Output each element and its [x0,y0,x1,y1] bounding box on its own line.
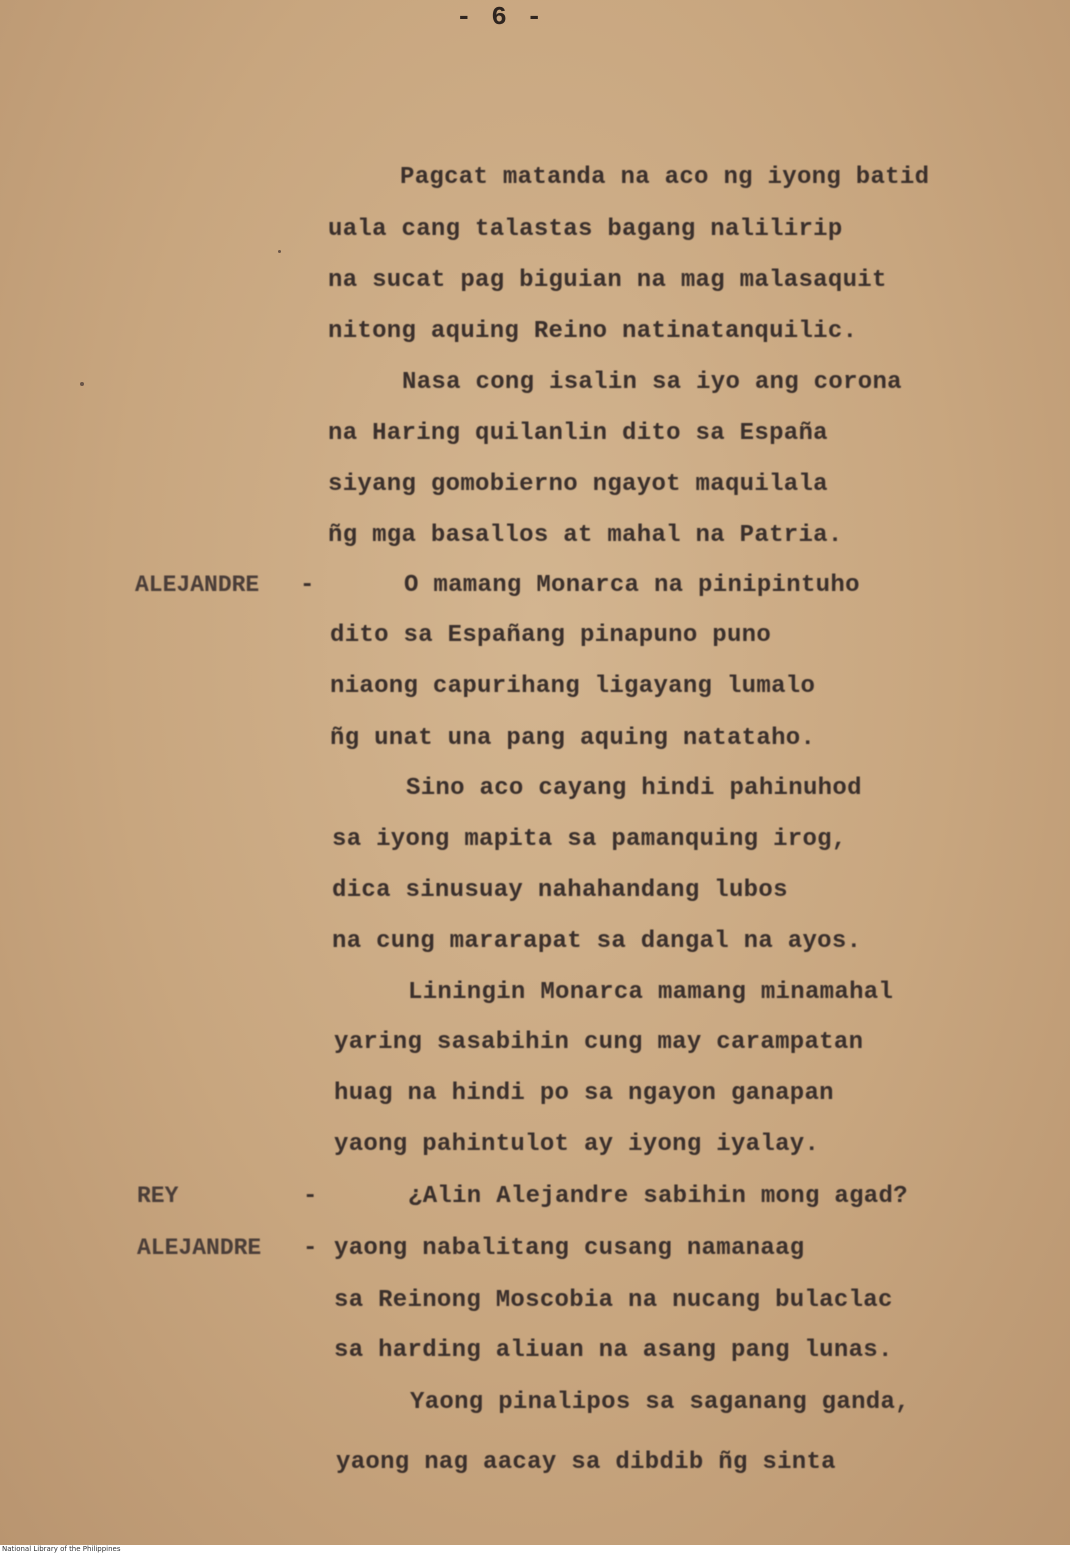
verse-line: sa Reinong Moscobia na nucang bulaclac [334,1287,893,1314]
verse-line: uala cang talastas bagang nalilirip [328,216,843,243]
verse-line: Sino aco cayang hindi pahinuhod [406,775,862,802]
verse-line: ¿Alin Alejandre sabihin mong agad? [408,1183,908,1210]
verse-line: ñg mga basallos at mahal na Patria. [328,522,843,549]
page-number: - 6 - [455,2,544,32]
verse-line: na Haring quilanlin dito sa España [328,420,828,447]
speaker-dash: - [303,1235,318,1262]
verse-line: huag na hindi po sa ngayon ganapan [334,1080,834,1107]
speaker-dash: - [303,1183,318,1210]
verse-line: nitong aquing Reino natinatanquilic. [328,318,858,345]
speaker-alejandre-2: ALEJANDRE [137,1235,262,1261]
speaker-dash: - [300,572,315,599]
verse-line: niaong capurihang ligayang lumalo [330,673,816,700]
verse-line: siyang gomobierno ngayot maquilala [328,471,828,498]
footer-credit: National Library of the Philippines [2,1545,121,1553]
verse-line: O mamang Monarca na pinipintuho [404,572,860,599]
verse-line: dito sa Españang pinapuno puno [330,622,772,649]
paper-speck [80,382,84,386]
verse-line: na sucat pag biguian na mag malasaquit [328,267,887,294]
paper-speck [278,250,281,253]
verse-line: yaring sasabihin cung may carampatan [334,1029,864,1056]
verse-line: dica sinusuay nahahandang lubos [332,877,788,904]
verse-line: Yaong pinalipos sa saganang ganda, [410,1389,910,1416]
verse-line: na cung mararapat sa dangal na ayos. [332,928,862,955]
speaker-alejandre-1: ALEJANDRE [135,572,260,598]
verse-line: yaong nabalitang cusang namanaag [334,1235,805,1262]
verse-line: ñg unat una pang aquing natataho. [330,725,816,752]
verse-line: yaong pahintulot ay iyong iyalay. [334,1131,820,1158]
verse-line: sa iyong mapita sa pamanquing irog, [332,826,847,853]
verse-line: sa harding aliuan na asang pang lunas. [334,1337,893,1364]
verse-line: Liningin Monarca mamang minamahal [408,979,894,1006]
speaker-rey: REY [137,1183,179,1209]
verse-line: Nasa cong isalin sa iyo ang corona [402,369,902,396]
verse-line: yaong nag aacay sa dibdib ñg sinta [336,1449,836,1476]
verse-line: Pagcat matanda na aco ng iyong batid [400,164,930,191]
